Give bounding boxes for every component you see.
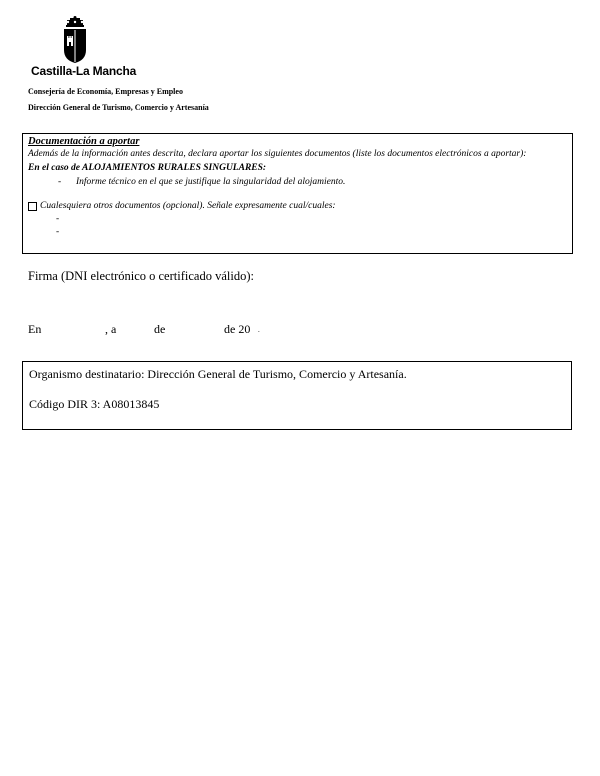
destination-section xyxy=(22,361,572,430)
optional-documents-label: Cualesquiera otros documentos (opcional). Señale expresamente cual/cuales: xyxy=(40,201,336,211)
optional-document-line-2[interactable]: - xyxy=(56,227,60,237)
date-comma-a: , a xyxy=(105,322,117,336)
year-prefix: de 20 xyxy=(224,322,251,336)
list-bullet: - xyxy=(58,177,62,187)
signature-label: Firma (DNI electrónico o certificado válido): xyxy=(28,269,254,283)
dir3-code: Código DIR 3: A08013845 xyxy=(29,397,160,411)
list-item-text: Informe técnico en el que se justifique la singularidad del alojamiento. xyxy=(76,177,346,187)
optional-document-line-1[interactable]: - xyxy=(56,214,60,224)
department-name: Consejería de Economía, Empresas y Empleo xyxy=(28,87,183,96)
list-item xyxy=(58,177,567,188)
documentation-intro: Además de la información antes descrita, declara aportar los siguientes documentos (liste los documentos electrónicos a aportar): xyxy=(28,149,527,159)
logo-wordmark: Castilla-La Mancha xyxy=(31,64,137,78)
castilla-la-mancha-crest-icon xyxy=(58,16,92,64)
rural-lodging-subheading: En el caso de ALOJAMIENTOS RURALES SINGULARES: xyxy=(28,163,267,173)
optional-documents-row xyxy=(28,201,567,212)
destination-organism: Organismo destinatario: Dirección General de Turismo, Comercio y Artesanía. xyxy=(29,367,407,381)
place-prefix: En xyxy=(28,322,42,336)
documentation-title: Documentación a aportar xyxy=(28,136,140,147)
date-de: de xyxy=(154,322,166,336)
optional-documents-checkbox[interactable] xyxy=(28,202,37,211)
directorate-name: Dirección General de Turismo, Comercio y Artesanía xyxy=(28,103,209,112)
documentation-section xyxy=(22,133,573,254)
date-end: . xyxy=(258,326,260,334)
